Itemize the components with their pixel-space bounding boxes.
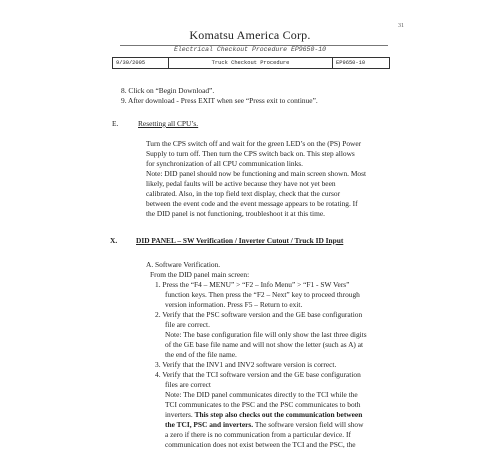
bold-note: the TCI, PSC and inverters.	[165, 420, 254, 429]
section-x-line: function keys. Then press the “F2 – Next” key to proceed through	[165, 290, 360, 299]
section-x-line: of the GE base file name and will not show the letter (such as A) at	[165, 340, 364, 349]
section-e-title: Resetting all CPU’s.	[138, 119, 199, 128]
section-e-letter: E.	[112, 119, 119, 128]
page-number: 31	[398, 23, 404, 29]
section-e-line: between the event code and the event message appears to be rotating. If	[146, 199, 358, 208]
step-8: 8. Click on “Begin Download”.	[121, 86, 215, 95]
section-e-line: Supply to turn off. Then turn the CPS switch back on. This step allows	[146, 149, 355, 158]
section-e-line: likely, pedal faults will be active because they have not yet been	[146, 179, 336, 188]
section-x-line: file are correct.	[165, 320, 210, 329]
section-x-line: Note: The DID panel communicates directly to the TCI while the	[165, 390, 358, 399]
header-doc-id: EP9650-10	[336, 60, 366, 66]
section-x-title: DID PANEL – SW Verification / Inverter Cutout / Truck ID Input	[136, 236, 344, 245]
section-x-line: the end of the file name.	[165, 350, 237, 359]
bold-note: This step also checks out the communication between	[194, 410, 363, 419]
section-x-line	[165, 410, 362, 420]
section-x-line: 1. Press the “F4 – MENU” > “F2 – Info Menu” > “F1 - SW Vers”	[155, 280, 350, 289]
section-e-line: the DID panel is not functioning, troubleshoot it at this time.	[146, 209, 325, 218]
company-name: Komatsu America Corp.	[189, 28, 311, 42]
section-x-line: 2. Verify that the PSC software version and the GE base configuration	[155, 310, 363, 319]
section-x-line: a zero if there is no communication from a particular device. If	[165, 430, 351, 439]
section-e-line: calibrated. Also, in the top field text display, check that the cursor	[146, 189, 341, 198]
section-e-line: Turn the CPS switch off and wait for the green LED’s on the (PS) Power	[146, 139, 362, 148]
section-x-line: TCI communicates to the PSC and the PSC communicates to both	[165, 400, 361, 409]
section-x-letter: X.	[110, 236, 118, 245]
section-e-line: Note: DID panel should now be functioning and main screen shown. Most	[146, 169, 367, 178]
section-x-line: 4. Verify that the TCI software version and the GE base configuration	[155, 370, 361, 379]
header-table	[112, 57, 390, 69]
section-x-line: version information. Press F5 – Return to exit.	[165, 300, 303, 309]
header-section: Truck Checkout Procedure	[169, 58, 333, 68]
step-9: 9. After download - Press EXIT when see “Press exit to continue”.	[121, 96, 318, 105]
section-x-line	[165, 420, 363, 430]
section-e-line: for synchronization of all CPU communication links.	[146, 159, 304, 168]
procedure-title: Electrical Checkout Procedure EP9650-10	[173, 46, 327, 53]
section-x-intro: From the DID panel main screen:	[150, 270, 250, 279]
header-date: 9/30/2005	[113, 58, 169, 68]
subsection-a: A. Software Verification.	[146, 260, 221, 269]
section-x-line-start: inverters.	[165, 410, 193, 419]
section-x-line: communication does not exist between the TCI and the PSC, the	[165, 440, 356, 449]
section-x-line: files are correct	[165, 380, 211, 389]
section-x-line: Note: The base configuration file will only show the last three digits	[165, 330, 367, 339]
section-x-line: 3. Verify that the INV1 and INV2 software version is correct.	[155, 360, 337, 369]
section-x-line-end: The software version field will show	[254, 420, 364, 429]
